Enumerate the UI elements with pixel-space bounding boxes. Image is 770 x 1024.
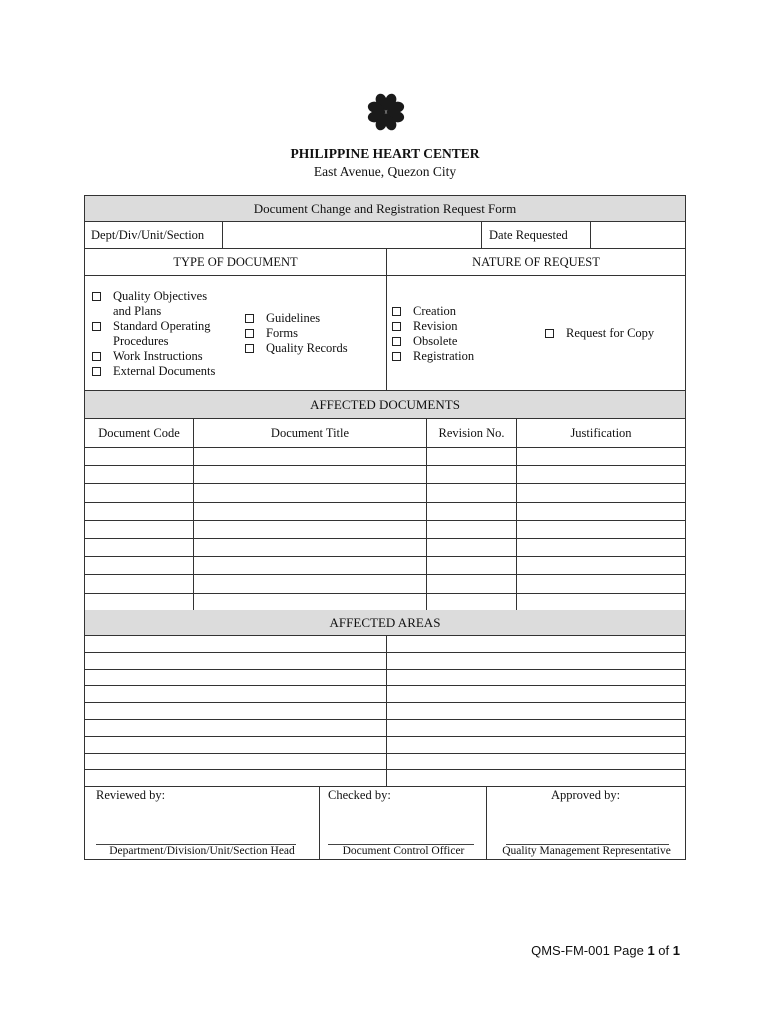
approved-by-label: Approved by:	[550, 788, 621, 802]
checkbox[interactable]	[245, 314, 254, 323]
type-of-document-heading: TYPE OF DOCUMENT	[173, 255, 298, 269]
checkbox[interactable]	[92, 322, 101, 331]
request-form	[84, 195, 686, 860]
checkbox[interactable]	[392, 352, 401, 361]
option-label: Obsolete	[413, 334, 458, 348]
option-label: External Documents	[113, 364, 216, 378]
document-table-row[interactable]	[85, 539, 685, 557]
option-item	[92, 364, 227, 379]
dept-label: Dept/Div/Unit/Section	[91, 228, 205, 242]
option-label: Quality Objectives and Plans	[113, 289, 208, 318]
option-label: Forms	[266, 326, 298, 340]
option-item	[392, 334, 512, 349]
option-label: Guidelines	[266, 311, 321, 325]
reviewed-by-label: Reviewed by:	[96, 788, 166, 802]
option-item	[92, 349, 227, 364]
document-table-row[interactable]	[85, 521, 685, 539]
affected-areas-heading: AFFECTED AREAS	[329, 615, 441, 630]
page-footer	[531, 943, 680, 958]
affected-documents-heading-row	[85, 391, 685, 419]
document-table-row[interactable]	[85, 575, 685, 593]
col-document-title: Document Title	[270, 426, 350, 440]
checkbox[interactable]	[392, 322, 401, 331]
page-word: Page	[613, 943, 644, 958]
affected-area-row[interactable]	[85, 770, 685, 787]
institution-name: PHILIPPINE HEART CENTER	[290, 146, 480, 161]
affected-documents-heading: AFFECTED DOCUMENTS	[310, 397, 460, 412]
affected-area-row[interactable]	[85, 737, 685, 754]
page-total: 1	[672, 943, 680, 958]
col-justification: Justification	[570, 426, 632, 440]
page-number: 1	[647, 943, 655, 958]
options-row	[85, 276, 685, 391]
option-item	[245, 341, 375, 356]
option-label: Standard Operating Procedures	[113, 319, 211, 348]
dept-date-row	[85, 222, 685, 249]
affected-area-row[interactable]	[85, 703, 685, 720]
checkbox[interactable]	[392, 337, 401, 346]
dept-field[interactable]	[230, 228, 480, 242]
signature-row	[85, 787, 685, 860]
nature-options-right	[545, 326, 680, 341]
affected-area-row[interactable]	[85, 754, 685, 771]
option-item	[392, 349, 512, 364]
option-item	[545, 326, 680, 341]
reviewed-caption: Department/Division/Unit/Section Head	[109, 845, 295, 857]
checkbox[interactable]	[245, 329, 254, 338]
nature-of-request-heading: NATURE OF REQUEST	[472, 255, 600, 269]
date-requested-field[interactable]	[595, 228, 680, 242]
document-table-row[interactable]	[85, 484, 685, 502]
form-code: QMS-FM-001	[531, 943, 610, 958]
form-title-row	[85, 196, 685, 222]
affected-area-row[interactable]	[85, 653, 685, 670]
institution-address: East Avenue, Quezon City	[313, 164, 457, 179]
type-options-right	[245, 311, 375, 356]
checkbox[interactable]	[92, 367, 101, 376]
date-requested-label: Date Requested	[489, 228, 568, 242]
document-table-row[interactable]	[85, 503, 685, 521]
option-item	[92, 289, 227, 319]
document-table-row[interactable]	[85, 448, 685, 466]
checkbox[interactable]	[545, 329, 554, 338]
affected-area-row[interactable]	[85, 670, 685, 687]
option-item	[392, 304, 512, 319]
affected-areas-heading-row	[85, 610, 685, 636]
option-label: Work Instructions	[113, 349, 203, 363]
document-table-row[interactable]	[85, 557, 685, 575]
option-item	[245, 311, 375, 326]
form-title: Document Change and Registration Request Form	[253, 201, 517, 216]
option-label: Revision	[413, 319, 458, 333]
documents-table-header	[85, 419, 685, 448]
checkbox[interactable]	[245, 344, 254, 353]
option-item	[392, 319, 512, 334]
option-label: Creation	[413, 304, 457, 318]
option-label: Registration	[413, 349, 475, 363]
col-revision-no: Revision No.	[438, 426, 505, 440]
checkbox[interactable]	[92, 292, 101, 301]
checked-by-label: Checked by:	[328, 788, 391, 802]
affected-area-row[interactable]	[85, 636, 685, 653]
checkbox[interactable]	[392, 307, 401, 316]
option-item	[245, 326, 375, 341]
affected-area-row[interactable]	[85, 720, 685, 737]
approved-caption: Quality Management Representative	[502, 845, 671, 857]
checked-caption: Document Control Officer	[342, 845, 465, 857]
type-options-left	[92, 289, 227, 379]
heart-clover-logo	[366, 92, 406, 132]
type-nature-heading-row	[85, 249, 685, 276]
option-label: Request for Copy	[566, 326, 655, 340]
of-word: of	[658, 943, 670, 958]
option-label: Quality Records	[266, 341, 348, 355]
document-table-row[interactable]	[85, 466, 685, 484]
affected-area-row[interactable]	[85, 686, 685, 703]
nature-options-left	[392, 304, 512, 364]
col-document-code: Document Code	[98, 426, 180, 440]
checkbox[interactable]	[92, 352, 101, 361]
option-item	[92, 319, 227, 349]
